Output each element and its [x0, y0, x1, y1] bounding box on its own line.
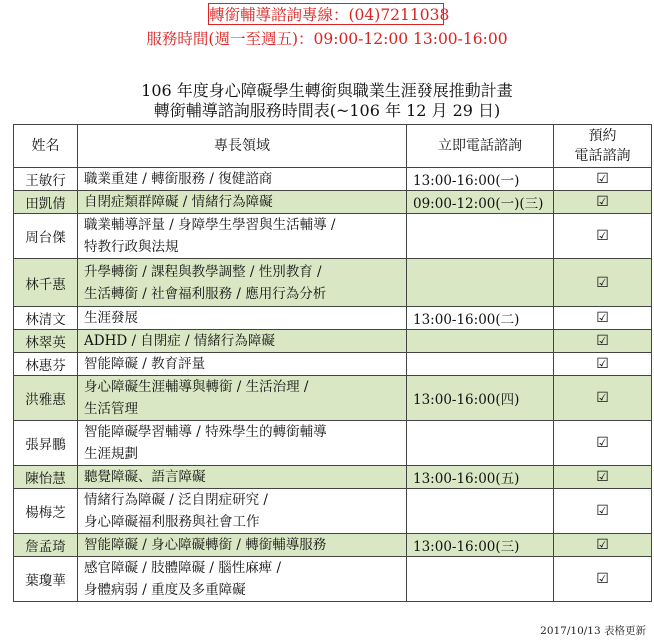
appointment-cell	[554, 330, 652, 353]
table-row	[14, 421, 652, 466]
specialty-cell: 情緒行為障礙 / 泛自閉症研究 / 身心障礙福利服務與社會工作	[78, 489, 407, 534]
phone-hours-cell	[407, 489, 554, 534]
name-cell: 林千惠	[14, 259, 78, 307]
name-cell: 林清文	[14, 307, 78, 330]
phone-hours-cell: 09:00-12:00(一)(三)	[407, 191, 554, 214]
specialty-cell: 職業輔導評量 / 身障學生學習與生活輔導 / 特教行政與法規	[78, 214, 407, 259]
specialty-cell: 智能障礙學習輔導 / 特殊學生的轉銜輔導 生涯規劃	[78, 421, 407, 466]
appointment-cell	[554, 466, 652, 489]
appointment-cell	[554, 307, 652, 330]
col-header-specialty: 專長領域	[78, 125, 407, 168]
phone-hours-cell	[407, 330, 554, 353]
table-header-row	[14, 125, 652, 168]
phone-hours-cell	[407, 557, 554, 602]
checked-box-icon: ☑	[596, 194, 609, 210]
table-row	[14, 330, 652, 353]
appointment-cell	[554, 557, 652, 602]
table-row	[14, 214, 652, 259]
schedule-table	[13, 124, 652, 602]
specialty-cell: 感官障礙 / 肢體障礙 / 腦性麻痺 / 身體病弱 / 重度及多重障礙	[78, 557, 407, 602]
table-row	[14, 259, 652, 307]
col-header-name: 姓名	[14, 125, 78, 168]
col-header-phone: 立即電話諮詢	[407, 125, 554, 168]
specialty-cell: 職業重建 / 轉銜服務 / 復健諮商	[78, 168, 407, 191]
checked-box-icon: ☑	[596, 537, 609, 553]
checked-box-icon: ☑	[596, 171, 609, 187]
table-row	[14, 191, 652, 214]
table-row	[14, 353, 652, 376]
page-title: 106 年度身心障礙學生轉銜與職業生涯發展推動計畫	[141, 81, 513, 100]
appointment-cell	[554, 168, 652, 191]
checked-box-icon: ☑	[596, 310, 609, 326]
page-subtitle: 轉銜輔導諮詢服務時間表(~106 年 12 月 29 日)	[153, 101, 501, 120]
specialty-cell: 聽覺障礙、語言障礙	[78, 466, 407, 489]
phone-hours-cell	[407, 353, 554, 376]
name-cell: 林惠芬	[14, 353, 78, 376]
table-row	[14, 168, 652, 191]
phone-hours-cell: 13:00-16:00(一)	[407, 168, 554, 191]
name-cell: 林翠英	[14, 330, 78, 353]
appointment-cell	[554, 259, 652, 307]
name-cell: 洪雅惠	[14, 376, 78, 421]
specialty-cell: 升學轉銜 / 課程與教學調整 / 性別教育 / 生活轉銜 / 社會福利服務 / 應用行為分析	[78, 259, 407, 307]
checked-box-icon: ☑	[596, 356, 609, 372]
name-cell: 陳怡慧	[14, 466, 78, 489]
appointment-cell	[554, 353, 652, 376]
specialty-cell: 身心障礙生涯輔導與轉銜 / 生活治理 / 生活管理	[78, 376, 407, 421]
specialty-cell: 自閉症類群障礙 / 情緒行為障礙	[78, 191, 407, 214]
checked-box-icon: ☑	[596, 571, 609, 587]
table-row	[14, 534, 652, 557]
appointment-cell	[554, 421, 652, 466]
phone-hours-cell	[407, 214, 554, 259]
table-row	[14, 376, 652, 421]
appointment-cell	[554, 191, 652, 214]
update-note: 2017/10/13 表格更新	[540, 625, 646, 637]
phone-hours-cell: 13:00-16:00(二)	[407, 307, 554, 330]
table-row	[14, 466, 652, 489]
phone-hours-cell	[407, 421, 554, 466]
name-cell: 葉瓊華	[14, 557, 78, 602]
name-cell: 田凱倩	[14, 191, 78, 214]
table-row	[14, 489, 652, 534]
checked-box-icon: ☑	[596, 274, 609, 291]
checked-box-icon: ☑	[596, 435, 609, 451]
phone-hours-cell: 13:00-16:00(四)	[407, 376, 554, 421]
name-cell: 詹孟琦	[14, 534, 78, 557]
specialty-cell: 智能障礙 / 身心障礙轉銜 / 轉銜輔導服務	[78, 534, 407, 557]
phone-hours-cell: 13:00-16:00(五)	[407, 466, 554, 489]
table-row	[14, 557, 652, 602]
phone-hours-cell	[407, 259, 554, 307]
name-cell: 周台傑	[14, 214, 78, 259]
specialty-cell: 生涯發展	[78, 307, 407, 330]
service-hours: 服務時間(週一至週五)：09:00-12:00 13:00-16:00	[146, 30, 508, 48]
appointment-cell	[554, 214, 652, 259]
specialty-cell: 智能障礙 / 教育評量	[78, 353, 407, 376]
hotline-box: 轉銜輔導諮詢專線：(04)7211038	[208, 3, 444, 25]
col-header-appointment: 預約 電話諮詢	[554, 125, 652, 168]
checked-box-icon: ☑	[596, 390, 609, 406]
checked-box-icon: ☑	[596, 333, 609, 349]
name-cell: 王敏行	[14, 168, 78, 191]
appointment-cell	[554, 489, 652, 534]
table-row	[14, 307, 652, 330]
name-cell: 楊梅芝	[14, 489, 78, 534]
checked-box-icon: ☑	[596, 228, 609, 244]
checked-box-icon: ☑	[596, 469, 609, 485]
appointment-cell	[554, 534, 652, 557]
name-cell: 張昇鵬	[14, 421, 78, 466]
phone-hours-cell: 13:00-16:00(三)	[407, 534, 554, 557]
specialty-cell: ADHD / 自閉症 / 情緒行為障礙	[78, 330, 407, 353]
appointment-cell	[554, 376, 652, 421]
checked-box-icon: ☑	[596, 503, 609, 519]
